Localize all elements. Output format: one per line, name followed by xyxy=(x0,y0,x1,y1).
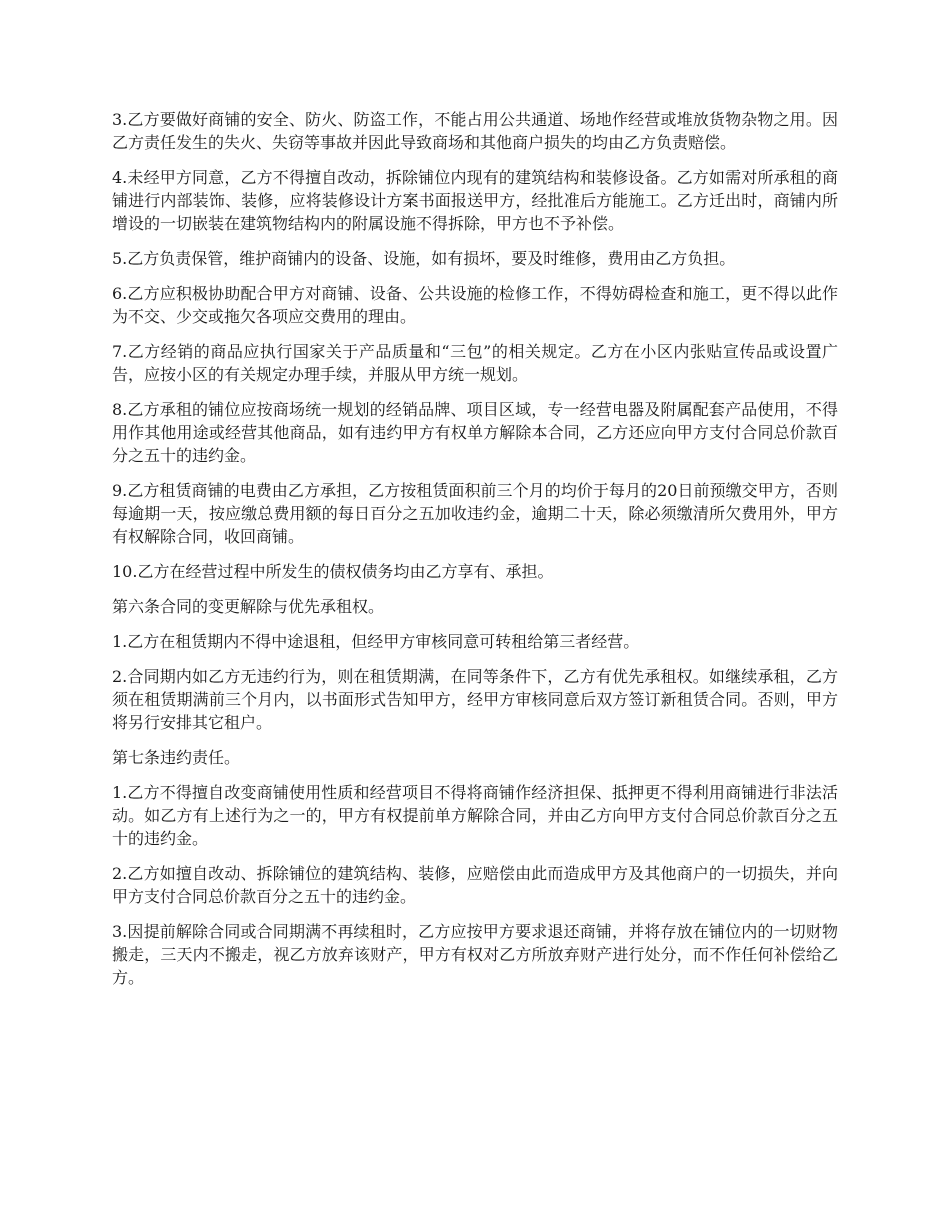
clause-paragraph: 5.乙方负责保管，维护商铺内的设备、设施，如有损坏，要及时维修，费用由乙方负担。 xyxy=(112,249,736,268)
clause-paragraph: 10.乙方在经营过程中所发生的债权债务均由乙方享有、承担。 xyxy=(112,562,554,581)
clause-paragraph: 4.未经甲方同意，乙方不得擅自改动，拆除铺位内现有的建筑结构和装修设备。乙方如需对所承租的商铺进行内部装饰、装修，应将装修设计方案书面报送甲方，经批准后方能施工。乙方迁出时，商铺内所增设的一切嵌装在建筑物结构内的附属设施不得拆除，甲方也不予补偿。 xyxy=(112,168,838,233)
clause-paragraph: 6.乙方应积极协助配合甲方对商铺、设备、公共设施的检修工作，不得妨碍检查和施工，更不得以此作为不交、少交或拖欠各项应交费用的理由。 xyxy=(112,284,838,326)
clause-paragraph: 1.乙方不得擅自改变商铺使用性质和经营项目不得将商铺作经济担保、抵押更不得利用商铺进行非法活动。如乙方有上述行为之一的，甲方有权提前单方解除合同，并由乙方向甲方支付合同总价款百分之五十的违约金。 xyxy=(112,783,838,848)
clause-paragraph: 3.乙方要做好商铺的安全、防火、防盗工作，不能占用公共通道、场地作经营或堆放货物杂物之用。因乙方责任发生的失火、失窃等事故并因此导致商场和其他商户损失的均由乙方负责赔偿。 xyxy=(112,110,838,152)
clause-paragraph: 3.因提前解除合同或合同期满不再续租时，乙方应按甲方要求退还商铺，并将存放在铺位内的一切财物搬走，三天内不搬走，视乙方放弃该财产，甲方有权对乙方所放弃财产进行处分，而不作任何补偿给乙方。 xyxy=(112,922,838,987)
clause-paragraph: 9.乙方租赁商铺的电费由乙方承担，乙方按租赁面积前三个月的均价于每月的20日前预缴交甲方，否则每逾期一天，按应缴总费用额的每日百分之五加收违约金，逾期二十天，除必须缴清所欠费用外，甲方有权解除合同，收回商铺。 xyxy=(112,481,838,546)
clause-paragraph: 2.合同期内如乙方无违约行为，则在租赁期满，在同等条件下，乙方有优先承租权。如继续承租，乙方须在租赁期满前三个月内，以书面形式告知甲方，经甲方审核同意后双方签订新租赁合同。否则，甲方将另行安排其它租户。 xyxy=(112,667,838,732)
clause-paragraph: 7.乙方经销的商品应执行国家关于产品质量和“三包”的相关规定。乙方在小区内张贴宣传品或设置广告，应按小区的有关规定办理手续，并服从甲方统一规划。 xyxy=(112,342,838,384)
clause-paragraph: 8.乙方承租的铺位应按商场统一规划的经销品牌、项目区域，专一经营电器及附属配套产品使用，不得用作其他用途或经营其他商品，如有违约甲方有权单方解除本合同，乙方还应向甲方支付合同总价款百分之五十的违约金。 xyxy=(112,400,838,465)
clause-paragraph: 1.乙方在租赁期内不得中途退租，但经甲方审核同意可转租给第三者经营。 xyxy=(112,632,640,651)
section-heading: 第七条违约责任。 xyxy=(112,748,241,767)
section-heading: 第六条合同的变更解除与优先承租权。 xyxy=(112,597,385,616)
clause-paragraph: 2.乙方如擅自改动、拆除铺位的建筑结构、装修，应赔偿由此而造成甲方及其他商户的一切损失，并向甲方支付合同总价款百分之五十的违约金。 xyxy=(112,864,838,906)
